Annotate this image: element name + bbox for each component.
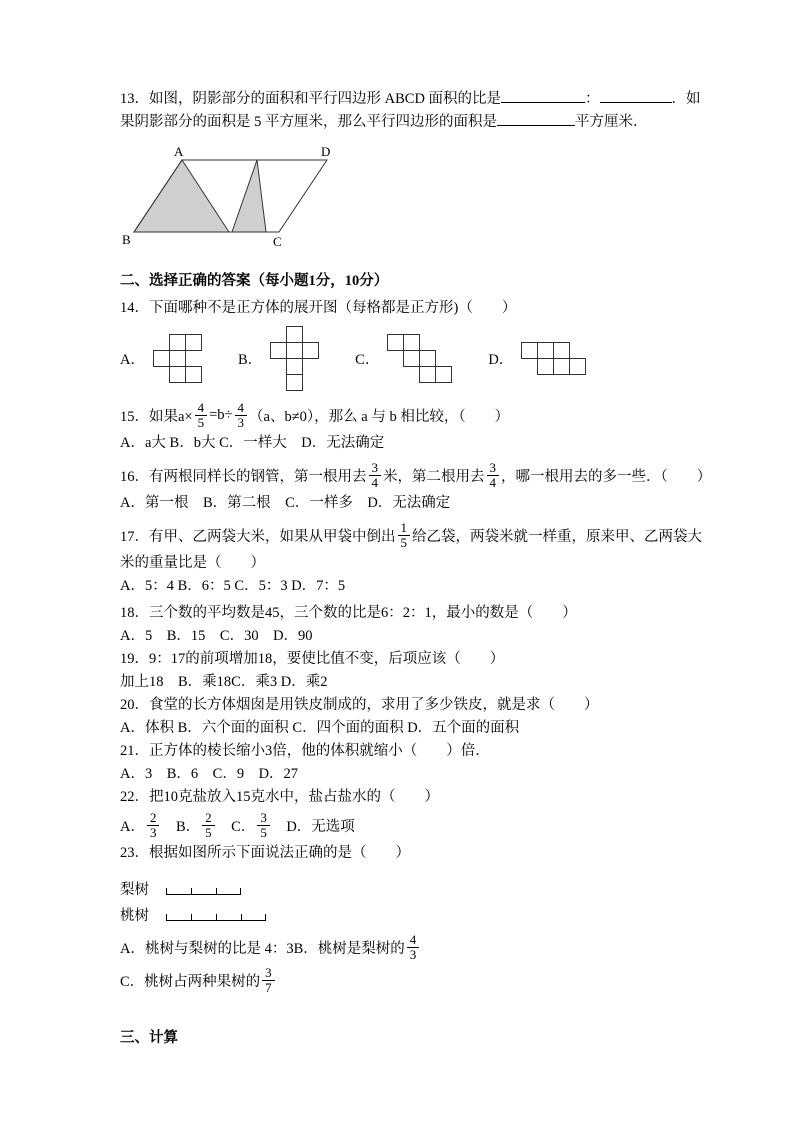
bar-segment <box>166 914 191 921</box>
q17-text-2: 给乙袋，两袋米就一样重，原来甲、乙两袋大 <box>412 529 702 545</box>
fraction-4-5 <box>195 401 208 431</box>
q17-stem-line2: 米的重量比是（ ） <box>120 555 265 571</box>
fraction-denominator: 3 <box>407 947 420 962</box>
fraction-denominator: 4 <box>369 475 382 490</box>
question-20 <box>120 694 723 740</box>
pear-tree-row <box>120 873 723 899</box>
q14-option-a-label: A． <box>120 352 145 368</box>
q20-choices: A．体积 B．六个面的面积 C．四个面的面积 D．五个面的面积 <box>120 720 520 736</box>
question-17 <box>120 519 723 598</box>
q23-text-c: C．桃树占两种果树的 <box>120 974 261 990</box>
bar-segment <box>191 914 216 921</box>
net-cell <box>553 342 570 359</box>
question-14 <box>120 297 723 391</box>
q22-label-b: B． <box>161 819 201 835</box>
fraction-numerator: 3 <box>265 964 272 980</box>
q15-text-2: =b÷ <box>209 407 233 423</box>
q17-text-1: 17．有甲、乙两袋大米，如果从甲袋中倒出 <box>120 529 396 545</box>
net-cell <box>521 342 538 359</box>
cube-net-c <box>387 334 452 383</box>
q20-stem: 20．食堂的长方体烟囱是用铁皮制成的，求用了多少铁皮，就是求（ ） <box>120 697 599 713</box>
fraction-1-5 <box>398 521 411 551</box>
q14-option-d-label: D． <box>488 352 514 368</box>
peach-tree-bar <box>166 914 266 921</box>
question-15 <box>120 399 723 455</box>
fraction-denominator: 5 <box>195 415 208 430</box>
question-22 <box>120 786 723 842</box>
fraction-denominator: 5 <box>257 825 270 840</box>
net-cell <box>387 334 404 351</box>
net-cell <box>185 366 202 383</box>
bar-segment <box>241 914 266 921</box>
fraction-2-5 <box>202 811 215 841</box>
q16-choices: A．第一根 B．第二根 C．一样多 D．无法确定 <box>120 495 451 511</box>
fraction-numerator: 3 <box>489 459 496 475</box>
fraction-denominator: 5 <box>202 825 215 840</box>
question-16 <box>120 459 723 515</box>
q16-text-1: 16．有两根同样长的钢管，第一根用去 <box>120 469 367 485</box>
q18-stem: 18．三个数的平均数是45，三个数的比是6：2：1，最小的数是（ ） <box>120 605 577 621</box>
fraction-numerator: 3 <box>371 459 378 475</box>
question-13 <box>120 88 723 250</box>
q23-bar-figure <box>120 873 723 925</box>
net-cell <box>169 350 186 367</box>
fraction-3-4 <box>369 461 382 491</box>
net-cell <box>435 366 452 383</box>
q16-stem <box>120 459 723 492</box>
q23-choice-c <box>120 964 723 997</box>
q22-choices <box>120 809 723 842</box>
q23-text-ab: A．桃树与梨树的比是 4：3B．桃树是梨树的 <box>120 941 405 957</box>
net-cell <box>553 358 570 375</box>
vertex-label-c: C <box>273 234 282 249</box>
net-cell <box>185 334 202 351</box>
q13-line2 <box>120 111 723 134</box>
net-cell <box>270 342 287 359</box>
q13-text-1: 13．如图，阴影部分的面积和平行四边形 ABCD 面积的比是 <box>120 91 502 107</box>
net-cell <box>403 350 420 367</box>
bar-segment <box>191 888 216 895</box>
net-cell <box>286 326 303 343</box>
net-cell <box>286 358 303 375</box>
section-3-title: 三、计算 <box>120 1030 178 1046</box>
question-23 <box>120 842 723 997</box>
fraction-numerator: 2 <box>205 809 212 825</box>
peach-tree-label: 桃树 <box>120 908 149 924</box>
net-cell <box>419 366 436 383</box>
q15-text-1: 15．如果a× <box>120 409 193 425</box>
fraction-denominator: 7 <box>262 980 275 995</box>
q15-text-3: （a、b≠0），那么 a 与 b 相比较，（ ） <box>249 409 510 425</box>
fraction-numerator: 3 <box>260 809 267 825</box>
net-cell <box>419 350 436 367</box>
q13-text-4: 平方厘米． <box>575 114 648 130</box>
q17-choices: A．5：4 B．6：5 C．5：3 D．7：5 <box>120 578 346 594</box>
vertex-label-b: B <box>122 232 131 247</box>
question-21 <box>120 740 723 786</box>
question-18 <box>120 602 723 648</box>
fraction-3-4 <box>487 461 500 491</box>
q13-blank-2 <box>600 98 672 103</box>
bar-segment <box>216 914 241 921</box>
fraction-2-3 <box>147 811 160 841</box>
fraction-numerator: 4 <box>197 399 205 415</box>
fraction-denominator: 3 <box>235 415 248 430</box>
net-cell <box>169 334 186 351</box>
q15-stem <box>120 399 723 432</box>
cube-net-a <box>153 334 202 383</box>
q17-stem-line1 <box>120 519 723 552</box>
vertex-label-a: A <box>174 144 184 159</box>
q13-text-2: ．如 <box>671 91 701 107</box>
net-cell <box>403 334 420 351</box>
q13-parallelogram-figure <box>120 144 360 250</box>
pear-tree-bar <box>166 888 241 895</box>
fraction-4-3 <box>407 933 420 963</box>
fraction-denominator: 5 <box>398 535 411 550</box>
net-cell <box>569 358 586 375</box>
net-cell <box>153 350 170 367</box>
q14-option-c-label: C． <box>355 352 380 368</box>
net-cell <box>286 342 303 359</box>
net-cell <box>537 342 554 359</box>
q13-line1 <box>120 88 723 111</box>
shaded-triangle-right <box>232 160 266 232</box>
q19-stem: 19．9：17的前项增加18，要使比值不变，后项应该（ ） <box>120 651 505 667</box>
q13-text-3: 果阴影部分的面积是 5 平方厘米，那么平行四边形的面积是 <box>120 114 497 130</box>
vertex-label-d: D <box>321 144 331 159</box>
q15-choices: A．a大 B．b大 C．一样大 D．无法确定 <box>120 435 385 451</box>
q22-label-d: D．无选项 <box>271 819 355 835</box>
section-2-title: 二、选择正确的答案（每小题1分，10分） <box>120 273 389 289</box>
q22-label-a: A． <box>120 819 145 835</box>
q16-text-3: ，哪一根用去的多一些．（ ） <box>501 469 712 485</box>
net-cell <box>286 374 303 391</box>
bar-segment <box>166 888 191 895</box>
shaded-triangle-left <box>134 160 229 232</box>
q13-colon: ： <box>585 91 600 107</box>
q19-choices: 加上18 B．乘18C．乘3 D．乘2 <box>120 674 328 690</box>
q14-stem: 14．下面哪种不是正方体的展开图（每格都是正方形)（ ） <box>120 300 517 316</box>
fraction-numerator: 1 <box>400 519 407 535</box>
q14-option-b <box>238 326 319 391</box>
q23-stem: 23．根据如图所示下面说法正确的是（ ） <box>120 845 410 861</box>
q16-text-2: 米，第二根用去 <box>383 469 485 485</box>
pear-tree-label: 梨树 <box>120 882 149 898</box>
fraction-denominator: 4 <box>487 475 500 490</box>
fraction-numerator: 4 <box>237 399 245 415</box>
peach-tree-row <box>120 899 723 925</box>
fraction-numerator: 4 <box>409 931 417 947</box>
q14-options-row <box>120 326 723 391</box>
question-19 <box>120 648 723 694</box>
cube-net-b <box>270 326 319 391</box>
q21-stem: 21．正方体的棱长缩小3倍，他的体积就缩小（ ）倍． <box>120 743 490 759</box>
net-cell <box>537 358 554 375</box>
q13-blank-1 <box>501 98 585 103</box>
q22-stem: 22．把10克盐放入15克水中，盐占盐水的（ ） <box>120 789 439 805</box>
fraction-numerator: 2 <box>149 809 157 825</box>
fraction-3-5 <box>257 811 270 841</box>
q21-choices: A．3 B．6 C．9 D．27 <box>120 766 299 782</box>
fraction-3-7 <box>262 966 275 996</box>
bar-segment <box>216 888 241 895</box>
cube-net-d <box>521 342 586 375</box>
net-cell <box>302 342 319 359</box>
q22-label-c: C． <box>216 819 256 835</box>
q23-choices-ab <box>120 931 723 964</box>
q14-option-c <box>355 334 452 383</box>
net-cell <box>169 366 186 383</box>
q14-option-a <box>120 334 202 383</box>
fraction-4-3 <box>235 401 248 431</box>
q14-option-d <box>488 342 586 375</box>
q13-blank-3 <box>497 121 575 126</box>
q14-option-b-label: B． <box>237 352 263 368</box>
q18-choices: A．5 B．15 C．30 D．90 <box>120 628 313 644</box>
fraction-denominator: 3 <box>147 825 160 840</box>
